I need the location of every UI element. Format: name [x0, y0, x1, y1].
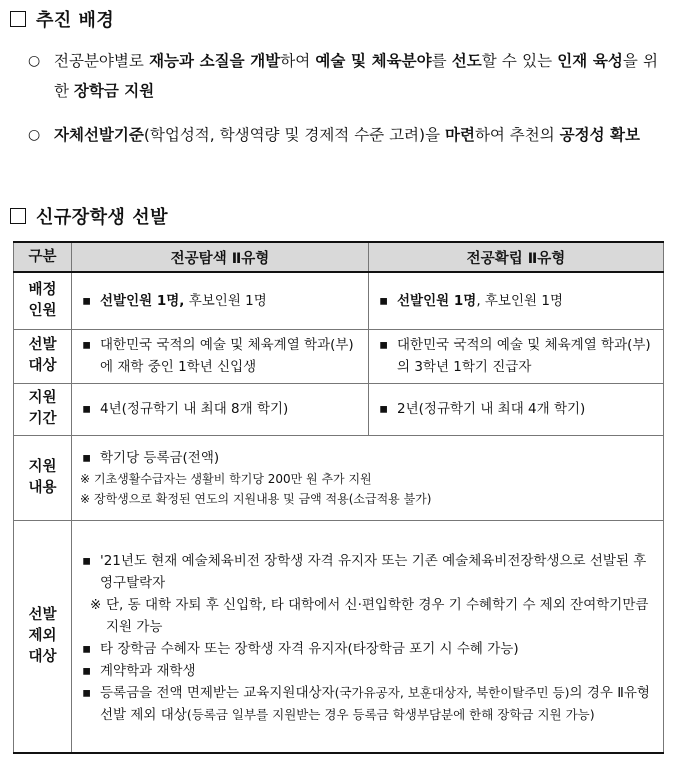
cell [369, 383, 664, 435]
text-run: 을 위한 [54, 52, 659, 100]
cell [72, 435, 664, 520]
text-run: 를 [431, 52, 452, 70]
header-type-establish: 전공확립 Ⅱ유형 [369, 242, 664, 272]
table-row [14, 435, 664, 520]
note-line [72, 469, 663, 489]
header-category: 구분 [14, 242, 72, 272]
square-bullet-icon: ▪ [82, 401, 92, 417]
table-row [14, 272, 664, 329]
row-label [14, 383, 72, 435]
cell [72, 383, 369, 435]
heading-text: 추진 배경 [36, 10, 115, 31]
table-row [14, 329, 664, 383]
note-text: 기초생활수급자는 생활비 학기당 200만 원 추가 지원 [94, 471, 372, 486]
background-item-1 [28, 46, 658, 106]
cell-text: 등록금을 전액 면제받는 교육지원대상자 [100, 685, 335, 702]
text-run-bold: 선도 [451, 52, 482, 70]
table-header-row [14, 242, 664, 272]
row-label [14, 272, 72, 329]
row-label-text: 배정 인원 [28, 281, 57, 319]
square-bullet-icon: ▪ [82, 553, 92, 570]
row-label [14, 435, 72, 520]
checkbox-square-icon [10, 208, 26, 224]
square-bullet-icon: ▪ [82, 292, 92, 309]
square-bullet-icon: ▪ [379, 401, 389, 417]
text-run-bold: 공정성 확보 [559, 126, 640, 144]
cell-text: 계약학과 재학생 [100, 663, 196, 680]
section-heading-selection [10, 203, 168, 229]
text-run: (학업성적, 학생역량 및 경제적 수준 고려)을 [143, 126, 445, 144]
note-line [72, 594, 663, 638]
text-run-bold: 인재 육성 [557, 52, 623, 70]
circle-bullet-icon: ○ [28, 53, 41, 69]
square-bullet-icon: ▪ [82, 685, 92, 702]
square-bullet-icon: ▪ [82, 449, 92, 466]
cell-text: 2년(정규학기 내 최대 4개 학기) [397, 401, 586, 417]
note-line [72, 489, 663, 509]
cell-text: 4년(정규학기 내 최대 8개 학기) [100, 401, 289, 417]
header-type-explore: 전공탐색 Ⅱ유형 [72, 242, 369, 272]
exclude-item [82, 682, 663, 726]
text-run: 할 수 있는 [481, 52, 558, 70]
note-text: 장학생으로 확정된 연도의 지원내용 및 금액 적용(소급적용 불가) [94, 491, 432, 506]
paragraph-text [54, 46, 658, 106]
cell [72, 272, 369, 329]
cell [72, 329, 369, 383]
table-row [14, 520, 664, 753]
circle-bullet-icon: ○ [28, 127, 41, 143]
table-row [14, 383, 664, 435]
text-run: 하여 추천의 [474, 126, 560, 144]
cell [369, 329, 664, 383]
row-label-text: 지원 내용 [28, 458, 57, 496]
text-run-bold: 마련 [444, 126, 475, 144]
text-run-bold: 재능과 소질을 개발 [149, 52, 281, 70]
cell-text: 학기당 등록금(전액) [100, 449, 220, 466]
section-heading-background [10, 6, 114, 32]
text-run-bold: 장학금 지원 [73, 82, 155, 100]
checkbox-square-icon [10, 11, 26, 27]
cell-text: 타 장학금 수혜자 또는 장학생 자격 유지자(타장학금 포기 시 수혜 가능) [100, 641, 519, 658]
exclude-item [82, 638, 663, 660]
cell [72, 520, 664, 753]
reference-mark-icon: ※ [90, 597, 102, 614]
cell-text: 대한민국 국적의 예술 및 체육계열 학과(부)에 재학 중인 1학년 신입생 [100, 337, 354, 375]
cell-text-bold: 선발인원 1명, [100, 292, 185, 309]
reference-mark-icon: ※ [80, 491, 91, 506]
row-label-text: 지원 기간 [28, 390, 57, 427]
square-bullet-icon: ▪ [379, 292, 389, 309]
reference-mark-icon: ※ [80, 471, 91, 486]
exclude-item [82, 660, 663, 682]
text-run-bold: 예술 및 체육분야 [315, 52, 432, 70]
row-label [14, 329, 72, 383]
text-run-bold: 자체선발기준 [54, 126, 144, 144]
selection-table [13, 241, 664, 754]
background-item-2 [28, 120, 658, 150]
cell-text: 의 경우 Ⅱ유형 선발 제외 대상 [100, 685, 650, 724]
cell-text: '21년도 현재 예술체육비전 장학생 자격 유지자 또는 기존 예술체육비전장학생으로 선발된 후 영구탈락자 [100, 553, 647, 592]
heading-text: 신규장학생 선발 [36, 207, 168, 228]
row-label-text: 선발 제외 대상 [28, 606, 57, 665]
paragraph-text [54, 120, 658, 150]
cell-text: , 후보인원 1명 [476, 292, 563, 309]
cell-text: 후보인원 1명 [184, 292, 267, 309]
exclude-item [82, 550, 663, 594]
square-bullet-icon: ▪ [82, 641, 92, 658]
text-run: 하여 [280, 52, 316, 70]
square-bullet-icon: ▪ [82, 663, 92, 680]
row-label [14, 520, 72, 753]
square-bullet-icon: ▪ [379, 337, 389, 353]
cell [369, 272, 664, 329]
cell-text: 대한민국 국적의 예술 및 체육계열 학과(부)의 3학년 1학기 진급자 [397, 337, 651, 375]
row-label-text: 선발 대상 [28, 337, 57, 374]
cell-text-bold: 선발인원 1명 [397, 292, 477, 309]
cell-text-small: (국가유공자, 보훈대상자, 북한이탈주민 등) [334, 685, 570, 701]
note-text: 단, 동 대학 자퇴 후 신입학, 타 대학에서 신·편입학한 경우 기 수혜학기 수 제외 잔여학기만큼 지원 가능 [106, 597, 649, 636]
square-bullet-icon: ▪ [82, 337, 92, 353]
text-run: 전공분야별로 [54, 52, 150, 70]
cell-text-small: (등록금 일부를 지원받는 경우 등록금 학생부담분에 한해 장학금 지원 가능) [186, 707, 595, 723]
